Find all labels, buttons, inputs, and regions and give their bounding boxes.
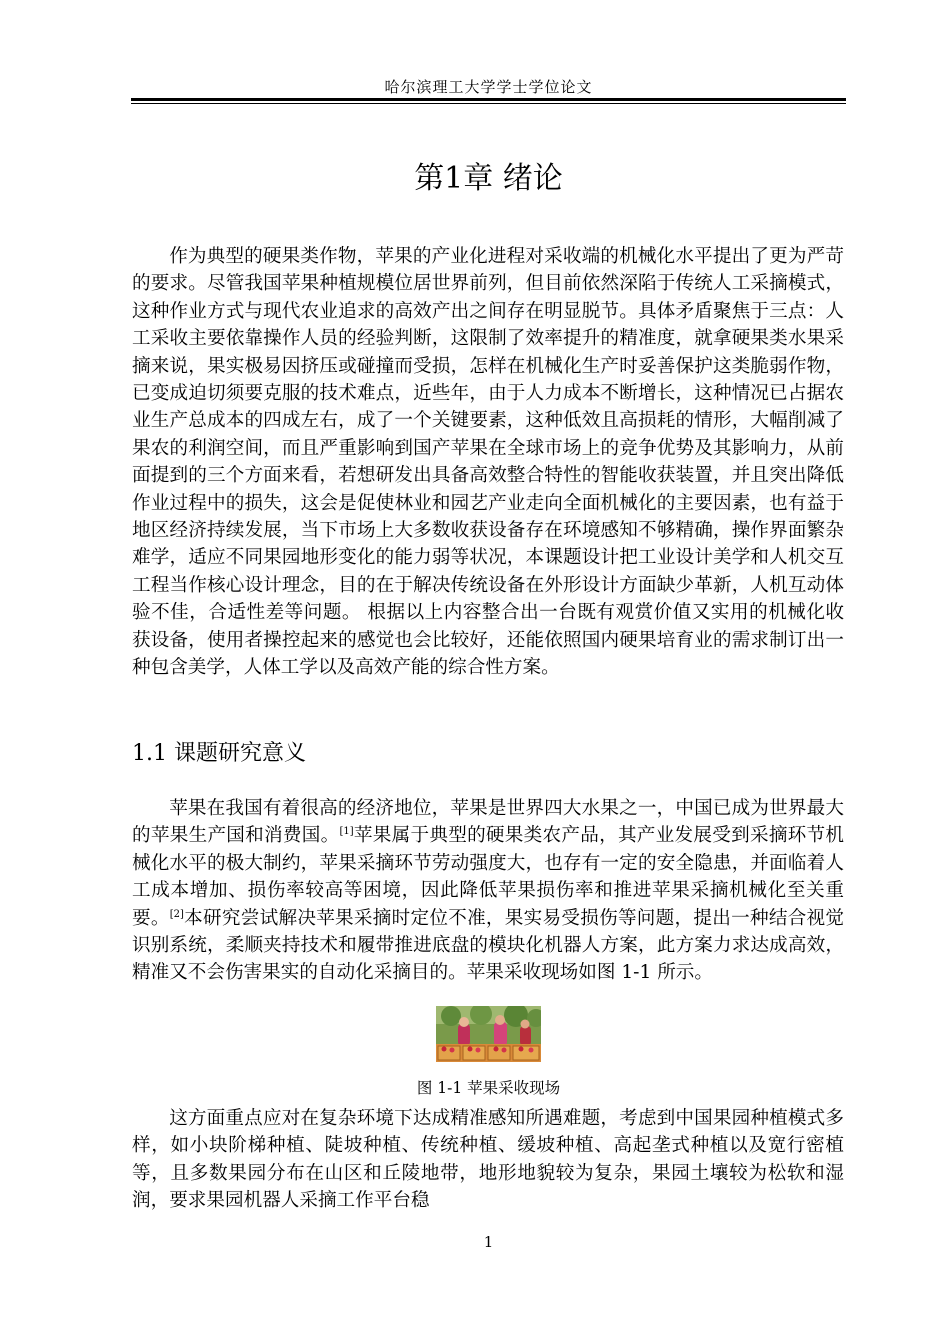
- paragraph-intro: 作为典型的硬果类作物，苹果的产业化进程对采收端的机械化水平提出了更为严苛的要求。尽管我国苹果种植规模位居世界前列，但目前依然深陷于传统人工采摘模式，这种作业方式与现代农业追求的高效产出之间存在明显脱节。具体矛盾聚焦于三点：人工采收主要依靠操作人员的经验判断，这限制了效率提升的精准度，就拿硬果类水果采摘来说，果实极易因挤压或碰撞而受损，怎样在机械化生产时妥善保护这类脆弱作物，已变成迫切须要克服的技术难点，近些年，由于人力成本不断增长，这种情况已占据农业生产总成本的四成左右，成了一个关键要素，这种低效且高损耗的情形，大幅削减了果农的利润空间，而且严重影响到国产苹果在全球市场上的竞争优势及其影响力，从前面提到的三个方面来看，若想研发出具备高效整合特性的智能收获装置，并且突出降低作业过程中的损失，这会是促使林业和园艺产业走向全面机械化的主要因素，也有益于地区经济持续发展，当下市场上大多数收获设备存在环境感知不够精确，操作界面繁杂难学，适应不同果园地形变化的能力弱等状况，本课题设计把工业设计美学和人机交互工程当作核心设计理念，目的在于解决传统设备在外形设计方面缺少革新，人机互动体验不佳，合适性差等问题。 根据以上内容整合出一台既有观赏价值又实用的机械化收获设备，使用者操控起来的感觉也会比较好，还能依照国内硬果培育业的需求制订出一种包含美学，人体工学以及高效产能的综合性方案。: [132, 246, 844, 679]
- running-header: 哈尔滨理工大学学士学位论文: [384, 78, 593, 96]
- paragraph-text-c: 本研究尝试解决苹果采摘时定位不准，果实易受损伤等问题，提出一种结合视觉识别系统，柔顺夹持技术和履带推进底盘的模块化机器人方案，此方案力求达成高效，精准又不会伤害果实的自动化采摘目的。苹果采收现场如图 1-1 所示。: [132, 907, 844, 984]
- section-heading: 1.1 课题研究意义: [132, 741, 306, 766]
- apple-harvest-photo: [436, 1006, 541, 1062]
- citation-2[interactable]: [2]: [169, 908, 184, 920]
- chapter-title: 第1章 绪论: [414, 161, 563, 196]
- page-number: 1: [483, 1233, 494, 1251]
- photo-illustration: [436, 1006, 541, 1062]
- paragraph-environment: 这方面重点应对在复杂环境下达成精准感知所遇难题，考虑到中国果园种植模式多样，如小块阶梯种植、陡坡种植、传统种植、缓坡种植、高起垄式种植以及宽行密植等，且多数果园分布在山区和丘陵地带，地形地貌较为复杂，果园土壤较为松软和湿润，要求果园机器人采摘工作平台稳: [132, 1108, 844, 1212]
- paragraph-text-a: 苹果在我国有着很高的经济地位，苹果是世界四大水果之一，中国已成为世界最大的苹果生产国和消费国。: [132, 798, 844, 847]
- header-rule-thin: [131, 103, 846, 104]
- paragraph-text-b: 苹果属于典型的硬果类农产品，其产业发展受到采摘环节机械化水平的极大制约，苹果采摘环节劳动强度大，也存有一定的安全隐患，并面临着人工成本增加、损伤率较高等困境，因此降低苹果损伤率和推进苹果采摘机械化至关重要。: [132, 825, 844, 929]
- paragraph-significance: [132, 795, 844, 987]
- header-rule-thick: [131, 98, 846, 101]
- figure-caption: 图 1-1 苹果采收现场: [416, 1079, 561, 1097]
- citation-1[interactable]: [1]: [339, 826, 354, 838]
